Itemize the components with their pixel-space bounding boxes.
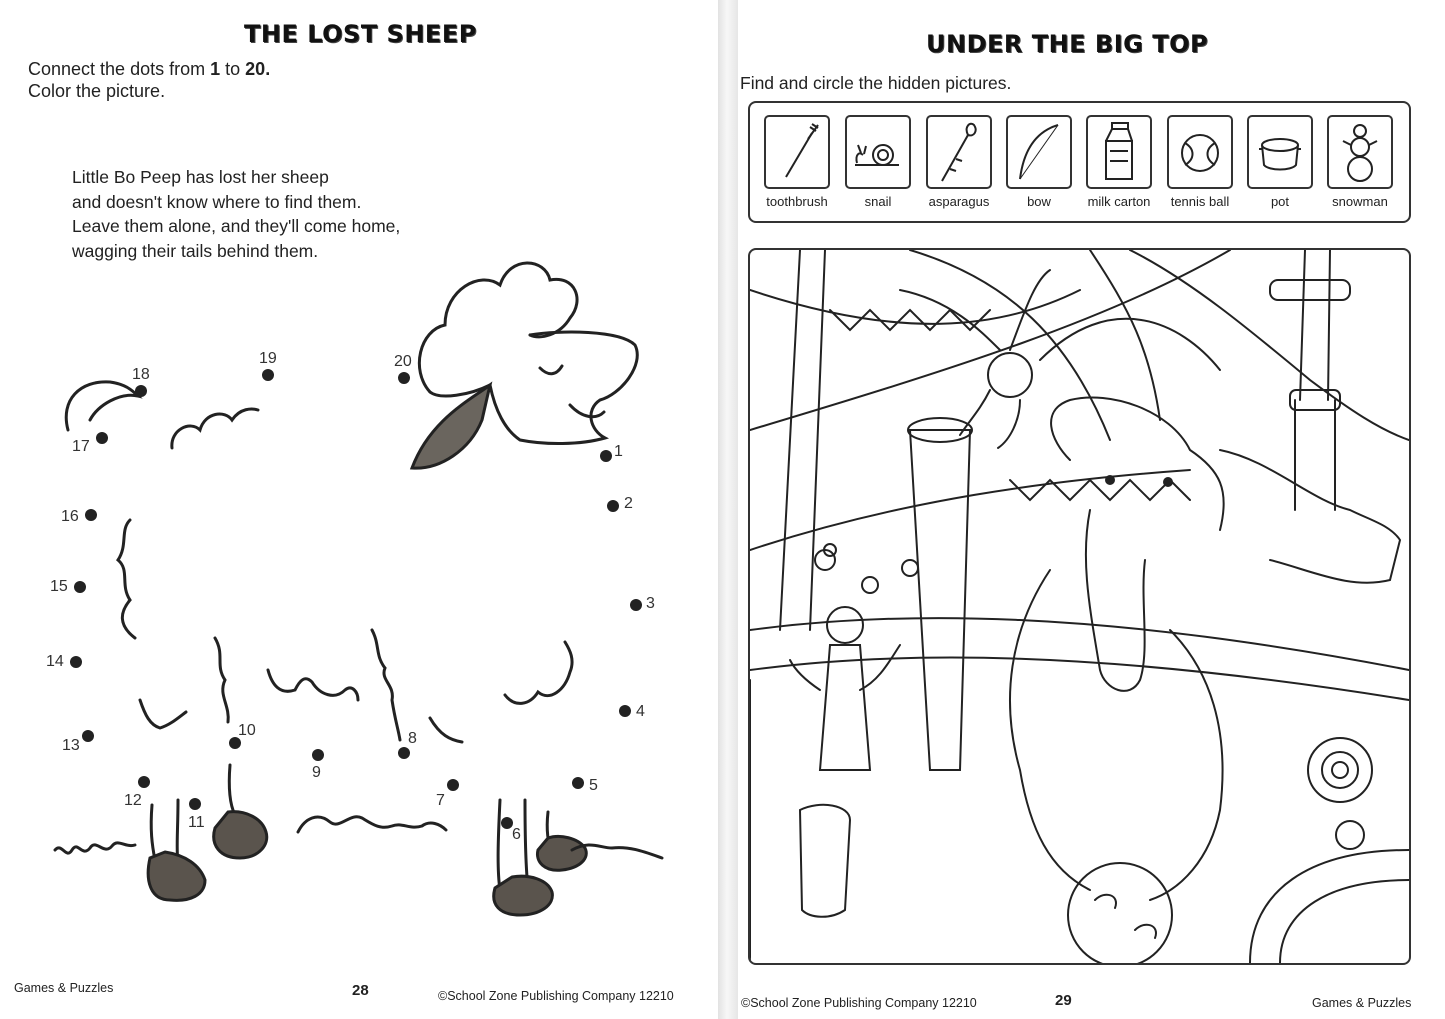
instruction-line-2: Color the picture. [28, 81, 166, 101]
footer-publisher: ©School Zone Publishing Company 12210 [741, 996, 977, 1010]
snail-icon [845, 115, 911, 189]
dot-20 [398, 372, 410, 384]
dot-12 [138, 776, 150, 788]
hidden-items-panel [748, 101, 1411, 223]
dot-label-1: 1 [614, 443, 623, 460]
hidden-item-toothbrush: toothbrush [764, 115, 830, 208]
dot-17 [96, 432, 108, 444]
pot-icon [1247, 115, 1313, 189]
dot-label-20: 20 [394, 353, 412, 370]
toothbrush-icon [764, 115, 830, 189]
dot-label-15: 15 [50, 578, 68, 595]
poem-line: Leave them alone, and they'll come home, [72, 216, 401, 236]
dot-label-8: 8 [408, 730, 417, 747]
left-page [0, 0, 718, 1019]
dot-13 [82, 730, 94, 742]
dot-label-3: 3 [646, 595, 655, 612]
dot-label-10: 10 [238, 722, 256, 739]
dot-label-7: 7 [436, 792, 445, 809]
dot-label-13: 13 [62, 737, 80, 754]
footer-publisher: ©School Zone Publishing Company 12210 [438, 989, 674, 1003]
dot-1 [600, 450, 612, 462]
dot-label-16: 16 [61, 508, 79, 525]
dot-11 [189, 798, 201, 810]
hidden-item-milk-carton: milk carton [1086, 115, 1152, 208]
asparagus-icon [926, 115, 992, 189]
page-number: 29 [1055, 992, 1072, 1009]
tennis-ball-icon [1167, 115, 1233, 189]
dot-label-2: 2 [624, 495, 633, 512]
dot-9 [312, 749, 324, 761]
dot-label-11: 11 [188, 814, 205, 831]
dot-19 [262, 369, 274, 381]
dot-label-18: 18 [132, 366, 150, 383]
dot-7 [447, 779, 459, 791]
dot-label-14: 14 [46, 653, 64, 670]
hidden-item-snail: snail [845, 115, 911, 208]
dot-16 [85, 509, 97, 521]
dot-label-19: 19 [259, 350, 277, 367]
dot-14 [70, 656, 82, 668]
poem-line: wagging their tails behind them. [72, 240, 319, 261]
page-title-lost-sheep: THE LOST SHEEP [244, 20, 477, 48]
footer-section-label: Games & Puzzles [14, 981, 114, 995]
dot-label-12: 12 [124, 792, 142, 809]
page-title-big-top: UNDER THE BIG TOP [926, 30, 1209, 58]
hidden-pictures-instruction: Find and circle the hidden pictures. [740, 73, 1012, 93]
milk-carton-icon [1086, 115, 1152, 189]
dot-label-5: 5 [589, 777, 598, 794]
page-number: 28 [352, 982, 369, 999]
circus-scene-illustration [748, 248, 1411, 965]
dot-label-17: 17 [72, 438, 90, 455]
dot-3 [630, 599, 642, 611]
dot-15 [74, 581, 86, 593]
dot-8 [398, 747, 410, 759]
hidden-item-asparagus: asparagus [926, 115, 992, 208]
hidden-item-tennis-ball: tennis ball [1167, 115, 1233, 208]
connect-dots [0, 0, 718, 1019]
dot-2 [607, 500, 619, 512]
dot-4 [619, 705, 631, 717]
hidden-item-snowman: snowman [1327, 115, 1393, 208]
hidden-item-pot: pot [1247, 115, 1313, 208]
dot-18 [135, 385, 147, 397]
book-gutter [718, 0, 738, 1019]
dot-label-9: 9 [312, 764, 321, 781]
poem-line: Little Bo Peep has lost her sheep [72, 167, 329, 187]
dot-label-6: 6 [512, 826, 521, 843]
instruction-line-1: Connect the dots from 1 to 20. [28, 59, 271, 79]
hidden-item-bow: bow [1006, 115, 1072, 208]
snowman-icon [1327, 115, 1393, 189]
dot-5 [572, 777, 584, 789]
dot-label-4: 4 [636, 703, 645, 720]
footer-section-label: Games & Puzzles [1312, 996, 1412, 1010]
poem-line: and doesn't know where to find them. [72, 191, 362, 212]
bow-icon [1006, 115, 1072, 189]
